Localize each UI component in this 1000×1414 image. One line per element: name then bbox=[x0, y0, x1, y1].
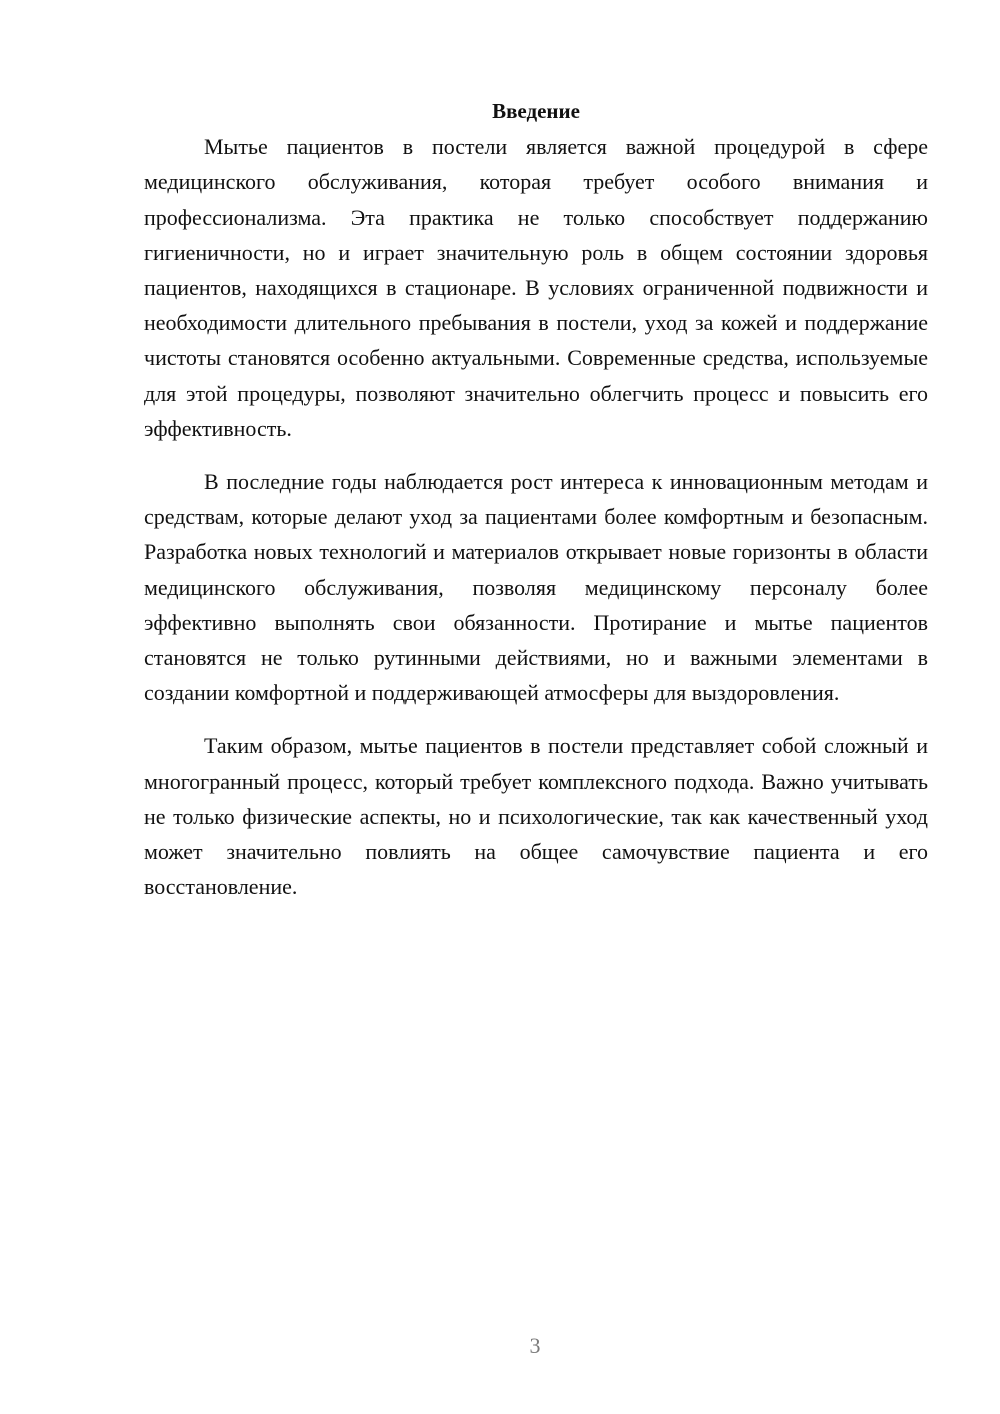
page-title: Введение bbox=[492, 99, 580, 123]
page-content bbox=[144, 94, 928, 904]
paragraph-2: В последние годы наблюдается рост интереса к инновационным методам и средствам, которые делают уход за пациентами более комфортным и безопасным. Разработка новых технологий и материалов открывает новые горизонты в области медицинского обслуживания, позволяя медицинскому персоналу более эффективно выполнять свои обязанности. Протирание и мытье пациентов становятся не только рутинными действиями, но и важными элементами в создании комфортной и поддерживающей атмосферы для выздоровления. bbox=[144, 469, 928, 706]
paragraph-1: Мытье пациентов в постели является важной процедурой в сфере медицинского обслуживания, которая требует особого внимания и профессионализма. Эта практика не только способствует поддержанию гигиеничности, но и играет значительную роль в общем состоянии здоровья пациентов, находящихся в стационаре. В условиях ограниченной подвижности и необходимости длительного пребывания в постели, уход за кожей и поддержание чистоты становятся особенно актуальными. Современные средства, используемые для этой процедуры, позволяют значительно облегчить процесс и повысить его эффективность. bbox=[144, 134, 928, 441]
paragraph-3: Таким образом, мытье пациентов в постели представляет собой сложный и многогранный процесс, который требует комплексного подхода. Важно учитывать не только физические аспекты, но и психологические, так как качественный уход может значительно повлиять на общее самочувствие пациента и его восстановление. bbox=[144, 733, 928, 900]
page-number: 3 bbox=[529, 1333, 541, 1358]
